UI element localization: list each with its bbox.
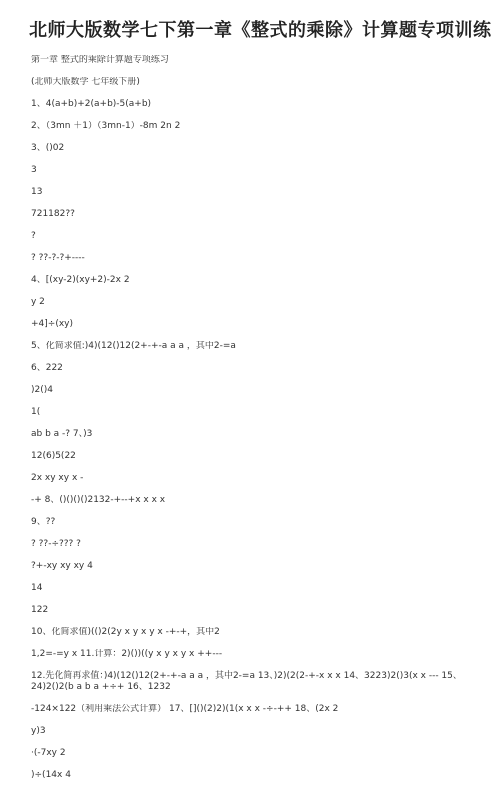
text-line: 6、222 xyxy=(31,363,63,373)
text-line: 5、化简求值:)4)(12()12(2+-+-a a a ，其中2-=a xyxy=(31,341,236,351)
text-line: )÷(14x 4 xyxy=(31,770,71,780)
text-line: 12(6)5(22 xyxy=(31,451,76,461)
text-line: -+ 8、()()()()2132-+--+x x x x xyxy=(31,495,166,505)
text-line: ? ??-?-?+---- xyxy=(31,253,85,263)
text-line: 9、?? xyxy=(31,517,56,527)
document-body xyxy=(31,55,491,792)
text-line: 3 xyxy=(31,165,37,175)
text-line: 122 xyxy=(31,605,49,615)
text-line: 2、（3mn ＋1）（3mn-1）-8m 2n 2 xyxy=(31,121,181,131)
text-line: 721182?? xyxy=(31,209,75,219)
text-line: y)3 xyxy=(31,726,46,736)
text-line: 4、[(xy-2)(xy+2)-2x 2 xyxy=(31,275,130,285)
text-line: 1、4(a+b)+2(a+b)-5(a+b) xyxy=(31,99,152,109)
text-line: 1,2=-=y x 11.计算：2)())((y x y x y x ++--- xyxy=(31,649,223,659)
text-line: 13 xyxy=(31,187,43,197)
text-line: )2()4 xyxy=(31,385,53,395)
text-line: 第一章 整式的乘除计算题专项练习 xyxy=(31,55,169,65)
text-line: 3、()02 xyxy=(31,143,65,153)
text-line: 2x xy xy x - xyxy=(31,473,84,483)
text-line: 10、化简求值)(()2(2y x y x y x -+-+，其中2 xyxy=(31,627,220,637)
text-line: ?+-xy xy xy 4 xyxy=(31,561,93,571)
text-line: ? ??-÷??? ? xyxy=(31,539,81,549)
text-line: 14 xyxy=(31,583,43,593)
text-line: ? xyxy=(31,231,36,241)
text-line: 12.先化简再求值：)4)(12()12(2+-+-a a a ，其中2-=a 13、)2)(2(2-+-x x x 14、3223)2()3(x x --- 15、24)2()2(b a b a +÷+ 16、1232 xyxy=(31,671,462,692)
text-line: 1( xyxy=(31,407,41,417)
document-title: 北师大版数学七下第一章《整式的乘除》计算题专项训练 xyxy=(29,20,492,41)
text-line: (北师大版数学 七年级下册) xyxy=(31,77,140,87)
text-line: ·(-7xy 2 xyxy=(31,748,66,758)
text-line: ab b a -? 7、)3 xyxy=(31,429,93,439)
text-line: +4]÷(xy) xyxy=(31,319,73,329)
text-line: y 2 xyxy=(31,297,45,307)
text-line: -124×122（利用乘法公式计算） 17、[]()(2)2)(1(x x x -÷-++ 18、(2x 2 xyxy=(31,704,339,714)
